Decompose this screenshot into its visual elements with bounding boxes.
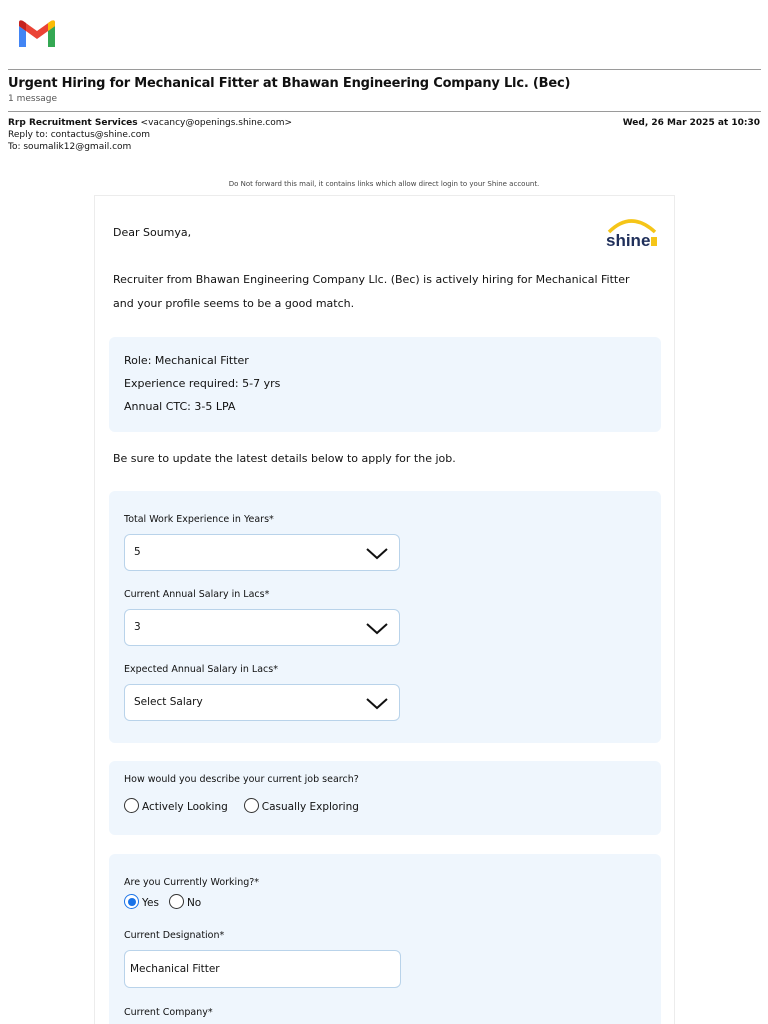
actively-looking-radio[interactable]	[124, 798, 139, 813]
no-label[interactable]: No	[186, 897, 202, 909]
expected-salary-select[interactable]	[124, 684, 400, 721]
actively-looking-label[interactable]: Actively Looking	[142, 801, 228, 813]
job-search-panel	[109, 761, 661, 835]
work-experience-label: Total Work Experience in Years*	[124, 514, 274, 525]
chevron-down-icon	[365, 693, 389, 713]
currently-working-options	[124, 894, 217, 909]
experience-text: Experience required: 5-7 yrs	[124, 377, 281, 390]
currently-working-label: Are you Currently Working?*	[124, 877, 260, 888]
greeting: Dear Soumya,	[113, 226, 192, 239]
select-value: Select Salary	[134, 696, 203, 708]
divider	[8, 69, 761, 70]
role-text: Role: Mechanical Fitter	[124, 354, 249, 367]
brand-name: shine	[606, 231, 651, 250]
intro-text: Recruiter from Bhawan Engineering Company Llc. (Bec) is actively hiring for Mechanical Fitter and your profile seems to be a good match.	[113, 273, 630, 310]
message-count: 1 message	[8, 94, 58, 104]
no-radio[interactable]	[169, 894, 184, 909]
job-summary-panel	[109, 337, 661, 432]
email-date: Wed, 26 Mar 2025 at 10:30	[622, 118, 760, 128]
expected-salary-label: Expected Annual Salary in Lacs*	[124, 664, 278, 675]
salary-form-panel	[109, 491, 661, 743]
job-search-label: How would you describe your current job search?	[124, 774, 359, 785]
email-subject: Urgent Hiring for Mechanical Fitter at Bhawan Engineering Company Llc. (Bec)	[8, 76, 571, 91]
sender-name: Rrp Recruitment Services	[8, 118, 138, 128]
designation-input[interactable]	[124, 950, 401, 988]
designation-value: Mechanical Fitter	[130, 963, 220, 975]
reply-to: Reply to: contactus@shine.com	[8, 130, 151, 140]
job-search-options	[124, 798, 375, 813]
sender-line	[8, 118, 292, 128]
chevron-down-icon	[365, 618, 389, 638]
ctc-text: Annual CTC: 3-5 LPA	[124, 400, 236, 413]
gmail-logo-icon	[16, 18, 58, 50]
yes-label[interactable]: Yes	[142, 897, 159, 909]
shine-logo-icon	[603, 216, 659, 250]
company-label: Current Company*	[124, 1007, 213, 1018]
yes-radio[interactable]	[124, 894, 139, 909]
chevron-down-icon	[365, 543, 389, 563]
casually-exploring-label[interactable]: Casually Exploring	[261, 801, 359, 813]
recipient: To: soumalik12@gmail.com	[8, 142, 132, 152]
current-salary-label: Current Annual Salary in Lacs*	[124, 589, 270, 600]
sender-email: <vacancy@openings.shine.com>	[140, 118, 293, 128]
divider	[8, 111, 761, 112]
current-salary-select[interactable]	[124, 609, 400, 646]
email-card	[94, 195, 675, 1024]
employment-panel	[109, 854, 661, 1024]
select-value: 5	[134, 546, 141, 558]
work-experience-select[interactable]	[124, 534, 400, 571]
select-value: 3	[134, 621, 141, 633]
casually-exploring-radio[interactable]	[244, 798, 259, 813]
designation-label: Current Designation*	[124, 930, 225, 941]
forward-notice: Do Not forward this mail, it contains links which allow direct login to your Shine account.	[228, 180, 540, 188]
instruction-text: Be sure to update the latest details below to apply for the job.	[113, 452, 456, 465]
